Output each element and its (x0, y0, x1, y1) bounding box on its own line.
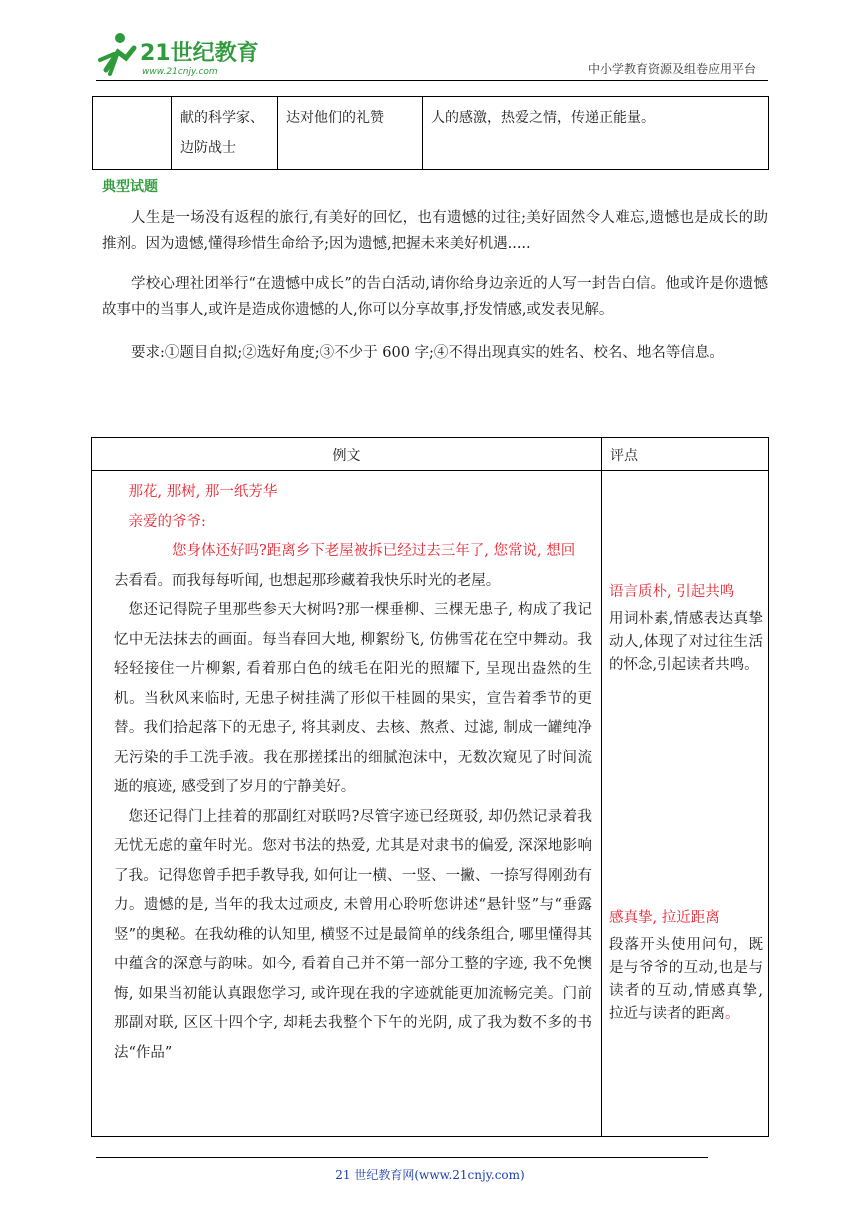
column-divider (601, 438, 602, 1136)
essay-text (114, 478, 592, 1068)
footer-divider (96, 1157, 708, 1158)
header-comment: 评点 (610, 448, 638, 464)
table-row (93, 97, 769, 170)
table-cell: 献的科学家、边防战士 (172, 97, 278, 170)
header-example: 例文 (332, 448, 361, 464)
essay-paragraph: 您还记得院子里那些参天大树吗?那一棵垂柳、三棵无患子, 构成了我记忆中无法抹去的画面。每当春回大地, 柳絮纷飞, 仿佛雪花在空中舞动。我轻轻接住一片柳絮, 看着那白色的绒毛在阳光的照耀下, 呈现出盎然的生机。当秋风来临时, 无患子树挂满了形似干桂圆的果实，宣告着季节的更替。我们拾起落下的无患子, 将其剥皮、去核、熬煮、过滤, 制成一罐纯净无污染的手工洗手液。我在那搓揉出的细腻泡沫中，无数次窥见了时间流逝的痕迹, 感受到了岁月的宁静美好。 (114, 602, 592, 795)
comment-period: 。 (725, 1006, 740, 1022)
essay-title: 那花, 那树, 那一纸芳华 (128, 484, 278, 500)
table-cell (93, 97, 172, 170)
essay-table (91, 437, 769, 1137)
continued-table (92, 96, 769, 170)
comment-block (609, 907, 763, 1026)
table-cell: 达对他们的礼赞 (278, 97, 423, 170)
comment-title: 感真挚, 拉近距离 (609, 910, 720, 926)
platform-name: 中小学教育资源及组卷应用平台 (587, 62, 756, 76)
logo-url: www.21cnjy.com (142, 67, 218, 77)
table-cell: 人的感激，热爱之情，传递正能量。 (423, 97, 769, 170)
section-title: 典型试题 (102, 179, 158, 195)
comment-block (609, 581, 763, 677)
question-paragraph: 学校心理社团举行“在遗憾中成长”的告白活动,请你给身边亲近的人写一封告白信。他或许是你遗憾故事中的当事人,或许是造成你遗憾的人,你可以分享故事,抒发情感,或发表见解。 (102, 276, 768, 318)
comment-body (609, 934, 763, 1026)
logo-text: 21世纪教育 (140, 41, 259, 66)
runner-icon (100, 33, 134, 74)
comment-title: 语言质朴, 引起共鸣 (609, 584, 735, 600)
essay-paragraph: 您还记得门上挂着的那副红对联吗?尽管字迹已经斑驳, 却仍然记录着我无忧无虑的童年时光。您对书法的热爱, 尤其是对隶书的偏爱, 深深地影响了我。记得您曾手把手教导我, 如何让一横、一竖、一撇、一捺写得刚劲有力。遗憾的是, 当年的我太过顽皮, 未曾用心聆听您讲述“悬针竖”与“垂露竖”的奥秘。在我幼稚的认知里, 横竖不过是最简单的线条组合, 哪里懂得其中蕴含的深意与韵味。如今, 看着自己并不第一部分工整的字迹, 我不免懊悔, 如果当初能认真跟您学习, 或许现在我的字迹就能更加流畅完美。门前那副对联, 区区十四个字, 却耗去我整个下午的光阴, 成了我为数不多的书法“作品” (114, 808, 592, 1061)
essay-paragraph: 去看看。而我每每听闻, 也想起那珍藏着我快乐时光的老屋。 (114, 572, 501, 589)
comment-text: 段落开头使用问句，既是与爷爷的互动,也是与读者的互动,情感真挚,拉近与读者的距离 (609, 937, 763, 1022)
site-logo (96, 30, 261, 78)
footer-link[interactable]: 21 世纪教育网(www.21cnjy.com) (335, 1168, 525, 1182)
essay-paragraph-red: 您身体还好吗?距离乡下老屋被拆已经过去三年了, 您常说, 想回 (172, 543, 576, 559)
comment-body: 用词朴素,情感表达真挚动人,体现了对过往生活的怀念,引起读者共鸣。 (609, 611, 763, 673)
question-requirements: 要求:①题目自拟;②选好角度;③不少于 600 字;④不得出现真实的姓名、校名、地名等信息。 (131, 345, 724, 361)
question-paragraph: 人生是一场没有返程的旅行,有美好的回忆，也有遗憾的过往;美好固然令人难忘,遗憾也是成长的助推剂。因为遗憾,懂得珍惜生命给予;因为遗憾,把握未来美好机遇..... (102, 210, 768, 252)
header-divider (96, 80, 768, 81)
essay-greeting: 亲爱的爷爷: (128, 513, 206, 530)
